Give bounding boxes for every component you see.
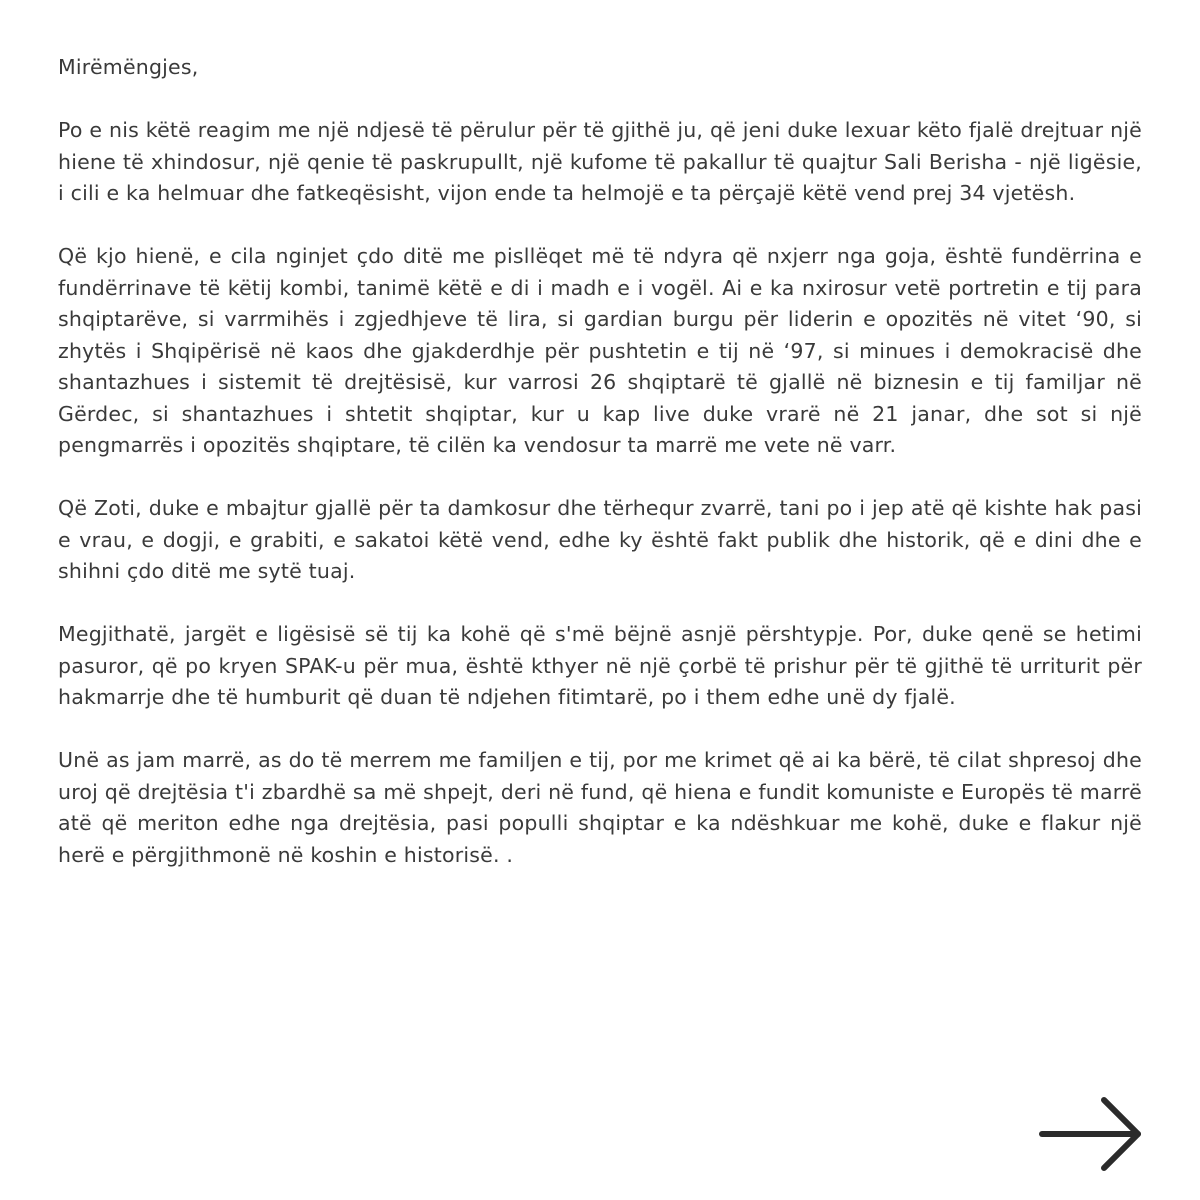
letter-paragraph: Po e nis këtë reagim me një ndjesë të përulur për të gjithë ju, që jeni duke lexuar këto fjalë drejtuar një hiene të xhindosur, një qenie të paskrupullt, një kufome të pakallur të quajtur Sali Berisha - një ligësie, i cili e ka helmuar dhe fatkeqësisht, vijon ende ta helmojë e ta përçajë këtë vend prej 34 vjetësh.: [58, 118, 1142, 205]
letter-paragraph: Që Zoti, duke e mbajtur gjallë për ta damkosur dhe tërhequr zvarrë, tani po i jep atë që kishte hak pasi e vrau, e dogji, e grabiti, e sakatoi këtë vend, edhe ky është fakt publik dhe historik, që e dini dhe e shihni çdo ditë me sytë tuaj.: [58, 496, 1142, 583]
letter-paragraph: Megjithatë, jargët e ligësisë së tij ka kohë që s'më bëjnë asnjë përshtypje. Por, duke qenë se hetimi pasuror, që po kryen SPAK-u për mua, është kthyer në një çorbë të prishur për të gjithë të urriturit për hakmarrje dhe të humburit që duan të ndjehen fitimtarë, po i them edhe unë dy fjalë.: [58, 622, 1142, 709]
next-page-button[interactable]: [1038, 1096, 1148, 1172]
letter-paragraph: Unë as jam marrë, as do të merrem me familjen e tij, por me krimet që ai ka bërë, të cilat shpresoj dhe uroj që drejtësia t'i zbardhë sa më shpejt, deri në fund, që hiena e fundit komuniste e Europës të marrë atë që meriton edhe nga drejtësia, pasi populli shqiptar e ka ndëshkuar me kohë, duke e flakur një herë e përgjithmonë në koshin e historisë. .: [58, 748, 1142, 867]
arrow-right-icon: [1038, 1096, 1148, 1172]
letter-greeting: Mirëmëngjes,: [58, 55, 199, 79]
letter-paragraph: Që kjo hienë, e cila nginjet çdo ditë me pisllëqet më të ndyra që nxjerr nga goja, është fundërrina e fundërrinave të këtij kombi, tanimë këtë e di i madh e i vogël. Ai e ka nxirosur vetë portretin e tij para shqiptarëve, si varrmihës i zgjedhjeve të lira, si gardian burgu për liderin e opozitës në vitet ‘90, si zhytës i Shqipërisë në kaos dhe gjakderdhje për pushtetin e tij në ‘97, si minues i demokracisë dhe shantazhues i sistemit të drejtësisë, kur varrosi 26 shqiptarë të gjallë në biznesin e tij familjar në Gërdec, si shantazhues i shtetit shqiptar, kur u kap live duke vrarë në 21 janar, dhe sot si një pengmarrës i opozitës shqiptare, të cilën ka vendosur ta marrë me vete në varr.: [58, 244, 1142, 457]
